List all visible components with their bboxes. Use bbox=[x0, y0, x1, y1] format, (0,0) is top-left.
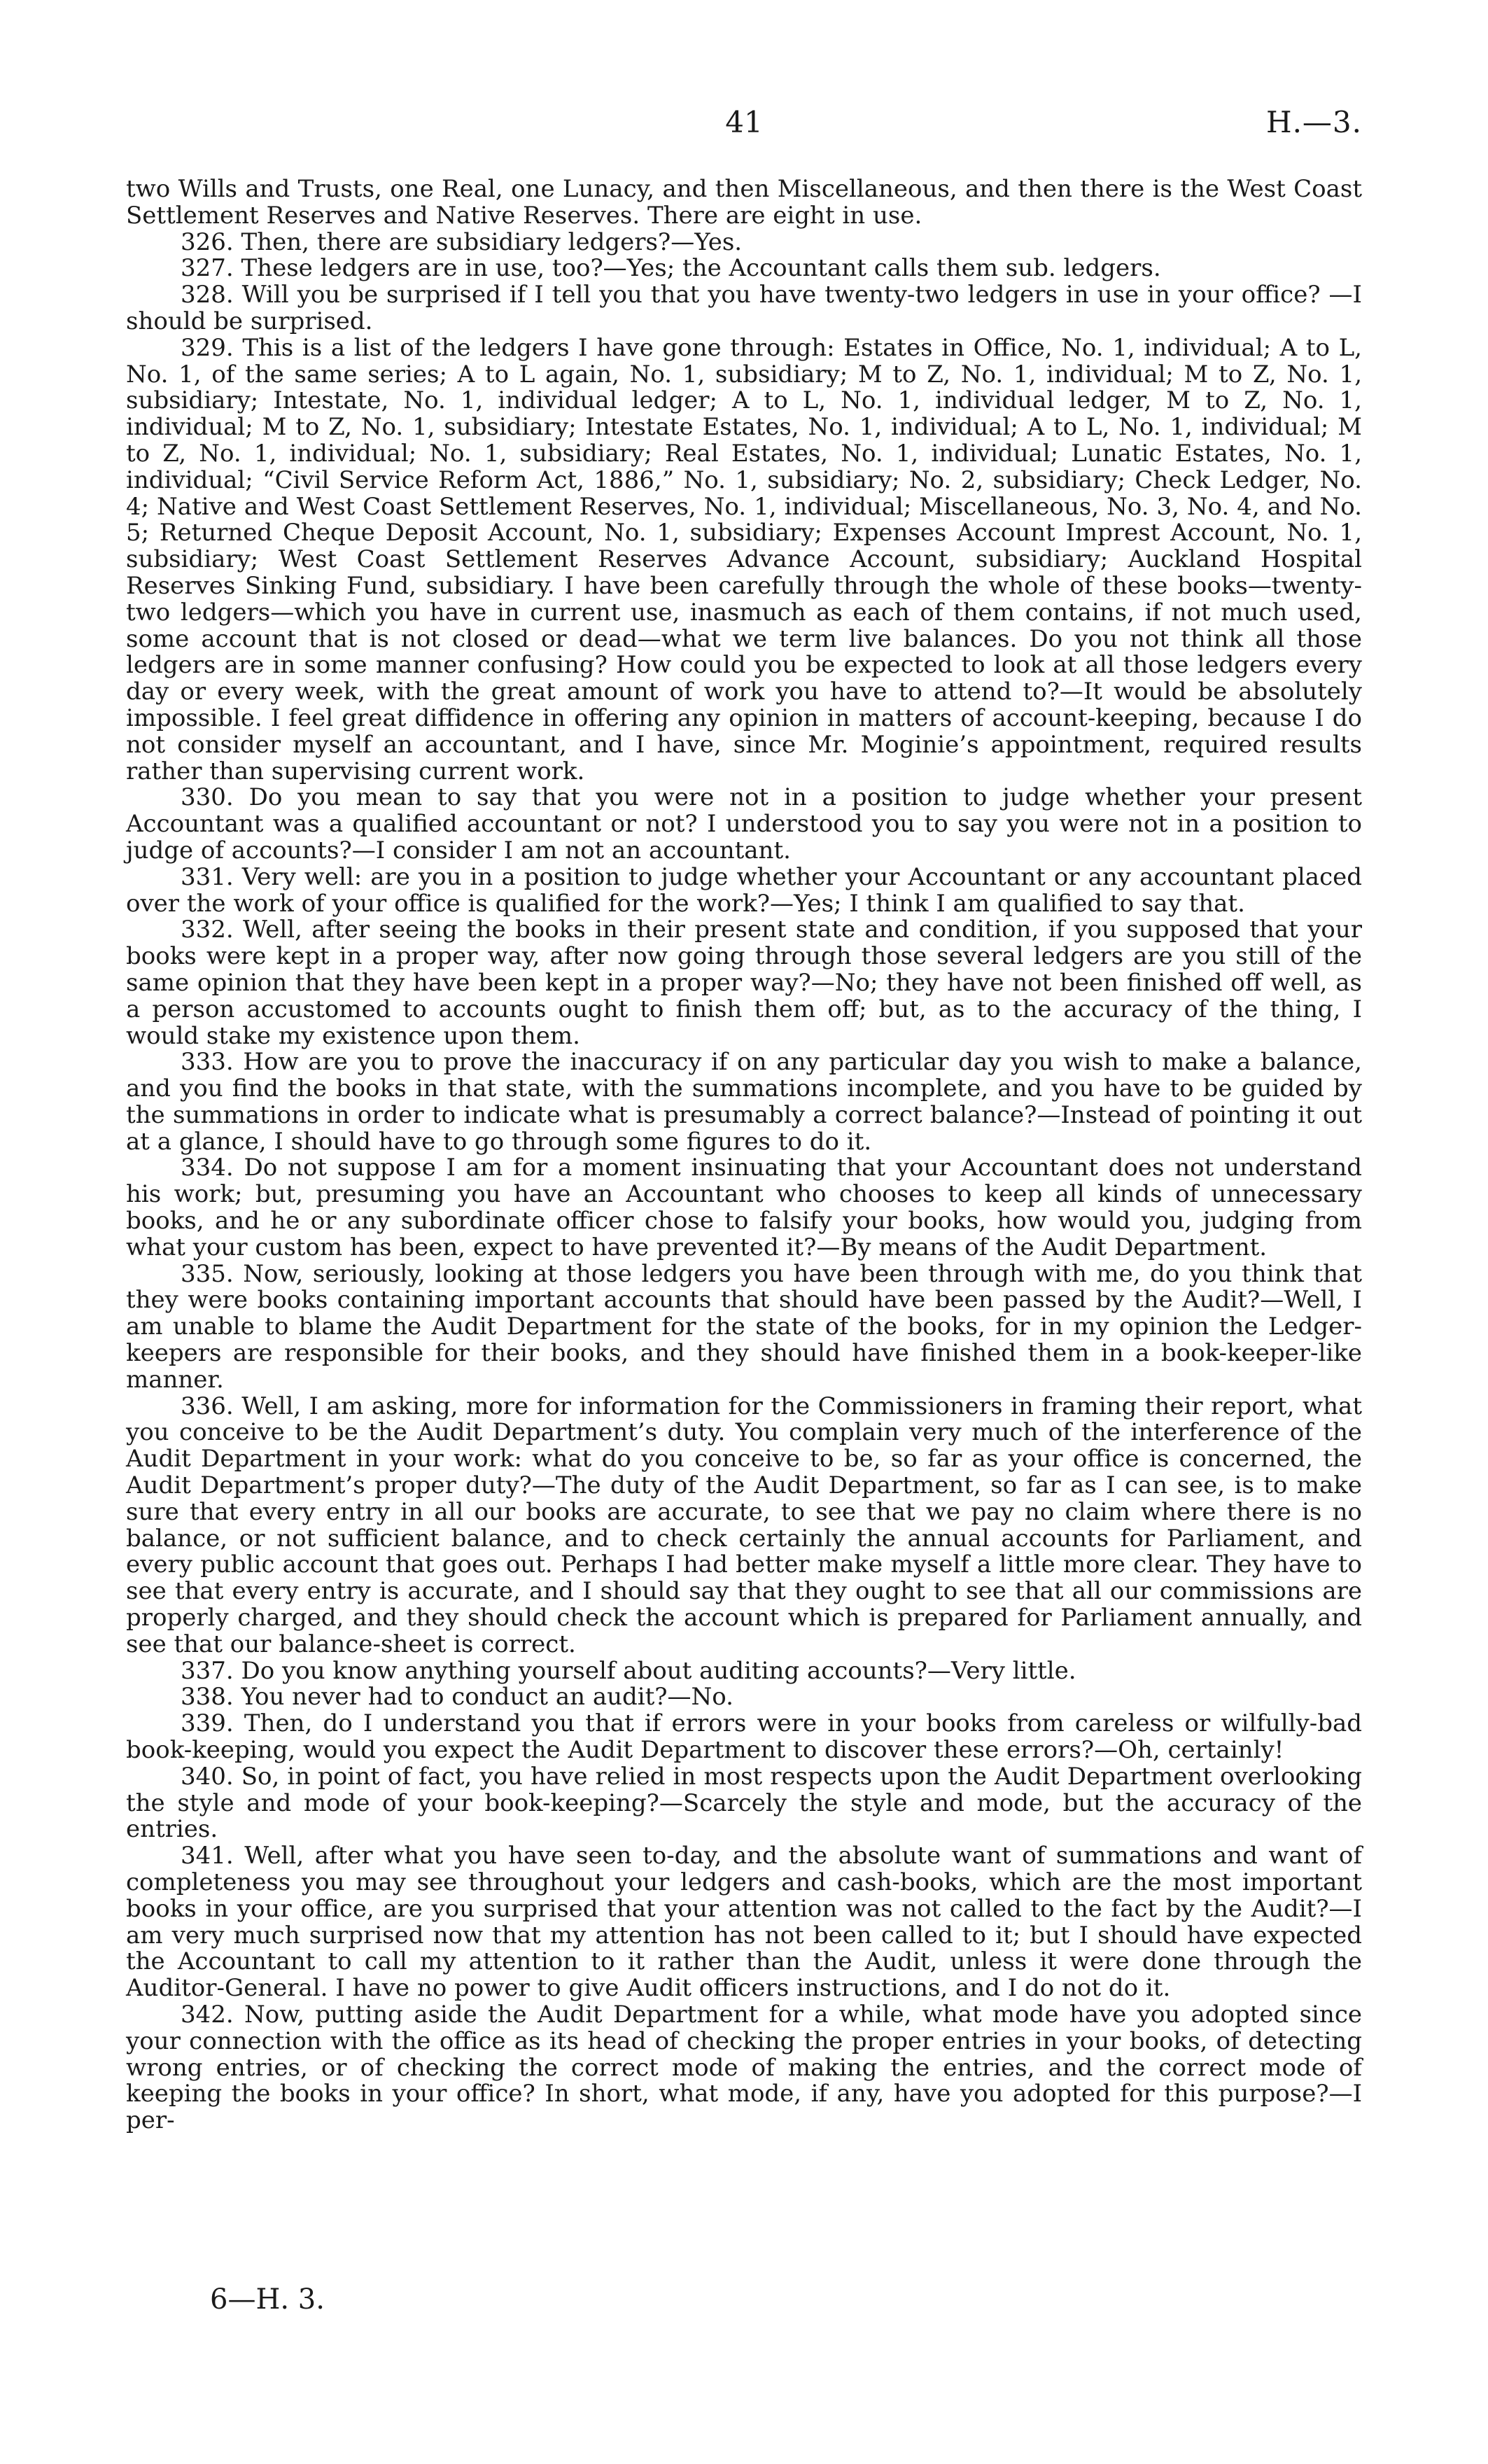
document-reference: H.—3. bbox=[1265, 105, 1362, 139]
question-answer-paragraph: 341. Well, after what you have seen to-day, and the absolute want of summations and want of completeness you may see throughout your ledgers and cash-books, which are the most important books in your office, are you surprised that your attention was not called to the fact by the Audit?—I am very much surprised now that my attention has not been called to it; but I should have expected the Accountant to call my attention to it rather than the Audit, unless it were done through the Auditor-General. I have no power to give Audit officers instructions, and I do not do it. bbox=[126, 1842, 1362, 2003]
page-number: 41 bbox=[725, 105, 763, 139]
question-answer-paragraph: 338. You never had to conduct an audit?—No. bbox=[181, 1683, 734, 1712]
question-answer-paragraph: 342. Now, putting aside the Audit Department for a while, what mode have you adopted since your connection with the office as its head of checking the proper entries in your books, of detecting wrong entries, or of checking the correct mode of making the entries, and the correct mode of keeping the books in your office? In short, what mode, if any, have you adopted for this purpose?—I per- bbox=[126, 2000, 1362, 2135]
question-answer-paragraph: 335. Now, seriously, looking at those ledgers you have been through with me, do you think that they were books containing important accounts that should have been passed by the Audit?—Well, I am unable to blame the Audit Department for the state of the books, for in my opinion the Ledger-keepers are responsible for their books, and they should have finished them in a book-keeper-like manner. bbox=[126, 1259, 1362, 1394]
question-answer-paragraph: 327. These ledgers are in use, too?—Yes; the Accountant calls them sub. ledgers. bbox=[181, 254, 1161, 283]
question-answer-paragraph: 333. How are you to prove the inaccuracy if on any particular day you wish to make a balance, and you find the books in that state, with the summations incomplete, and you have to be guided by the summations in order to indicate what is presumably a correct balance?—Instead of pointing it out at a glance, I should have to go through some figures to do it. bbox=[126, 1048, 1362, 1156]
printer-signature: 6—H. 3. bbox=[210, 2283, 325, 2316]
continued-paragraph: two Wills and Trusts, one Real, one Lunacy, and then Miscellaneous, and then there is the West Coast Settlement Reserves and Native Reserves. There are eight in use. bbox=[126, 175, 1362, 230]
question-answer-paragraph: 326. Then, there are subsidiary ledgers?—Yes. bbox=[181, 227, 743, 256]
question-answer-paragraph: 331. Very well: are you in a position to judge whether your Accountant or any accountant placed over the work of your office is qualified for the work?—Yes; I think I am qualified to say that. bbox=[126, 862, 1362, 918]
question-answer-paragraph: 330. Do you mean to say that you were not in a position to judge whether your present Accountant was a qualified accountant or not? I understood you to say you were not in a position to judge of accounts?—I consider I am not an accountant. bbox=[126, 783, 1362, 864]
question-answer-paragraph: 328. Will you be surprised if I tell you that you have twenty-two ledgers in use in your office? —I should be surprised. bbox=[126, 281, 1362, 335]
question-answer-paragraph: 332. Well, after seeing the books in their present state and condition, if you supposed that your books were kept in a proper way, after now going through those several ledgers are you still of the same opinion that they have been kept in a proper way?—No; they have not been finished off well, as a person accustomed to accounts ought to finish them off; but, as to the accuracy of the thing, I would stake my existence upon them. bbox=[126, 916, 1362, 1050]
question-answer-paragraph: 340. So, in point of fact, you have relied in most respects upon the Audit Department overlooking the style and mode of your book-keeping?—Scarcely the style and mode, but the accuracy of the entries. bbox=[126, 1762, 1362, 1844]
question-answer-paragraph: 334. Do not suppose I am for a moment insinuating that your Accountant does not understand his work; but, presuming you have an Accountant who chooses to keep all kinds of unnecessary books, and he or any subordinate officer chose to falsify your books, how would you, judging from what your custom has been, expect to have prevented it?—By means of the Audit Department. bbox=[126, 1154, 1362, 1261]
question-answer-paragraph: 339. Then, do I understand you that if errors were in your books from careless or wilfully-bad book-keeping, would you expect the Audit Department to discover these errors?—Oh, certainly! bbox=[126, 1709, 1362, 1765]
question-answer-paragraph: 336. Well, I am asking, more for information for the Commissioners in framing their report, what you conceive to be the Audit Department’s duty. You complain very much of the interference of the Audit Department in your work: what do you conceive to be, so far as your office is concerned, the Audit Department’s proper duty?—The duty of the Audit Department, so far as I can see, is to make sure that every entry in all our books are accurate, to see that we pay no claim where there is no balance, or not sufficient balance, and to check certainly the annual accounts for Parliament, and every public account that goes out. Perhaps I had better make myself a little more clear. They have to see that every entry is accurate, and I should say that they ought to see that all our commissions are properly charged, and they should check the account which is prepared for Parliament annually, and see that our balance-sheet is correct. bbox=[126, 1392, 1362, 1658]
body-text bbox=[126, 176, 1362, 2134]
page-header bbox=[126, 105, 1362, 154]
question-answer-paragraph: 337. Do you know anything yourself about auditing accounts?—Very little. bbox=[181, 1656, 1076, 1685]
question-answer-paragraph: 329. This is a list of the ledgers I have gone through: Estates in Office, No. 1, individual; A to L, No. 1, of the same series; A to L again, No. 1, subsidiary; M to Z, No. 1, individual; M to Z, No. 1, subsidiary; Intestate, No. 1, individual ledger; A to L, No. 1, individual ledger, M to Z, No. 1, individual; M to Z, No. 1, subsidiary; Intestate Estates, No. 1, individual; A to L, No. 1, individual; M to Z, No. 1, individual; No. 1, subsidiary; Real Estates, No. 1, individual; Lunatic Estates, No. 1, individual; “Civil Service Reform Act, 1886,” No. 1, subsidiary; No. 2, subsidiary; Check Ledger, No. 4; Native and West Coast Settlement Reserves, No. 1, individual; Miscellaneous, No. 3, No. 4, and No. 5; Returned Cheque Deposit Account, No. 1, subsidiary; Expenses Account Imprest Account, No. 1, subsidiary; West Coast Settlement Reserves Advance Account, subsidiary; Auckland Hospital Reserves Sinking Fund, subsidiary. I have been carefully through the whole of these books—twenty-two ledgers—which you have in current use, inasmuch as each of them contains, if not much used, some account that is not closed or dead—what we term live balances. Do you not think all those ledgers are in some manner confusing? How could you be expected to look at all those ledgers every day or every week, with the great amount of work you have to attend to?—It would be absolutely impossible. I feel great diffidence in offering any opinion in matters of account-keeping, because I do not consider myself an accountant, and I have, since Mr. Moginie’s appointment, required results rather than supervising current work. bbox=[126, 333, 1362, 785]
